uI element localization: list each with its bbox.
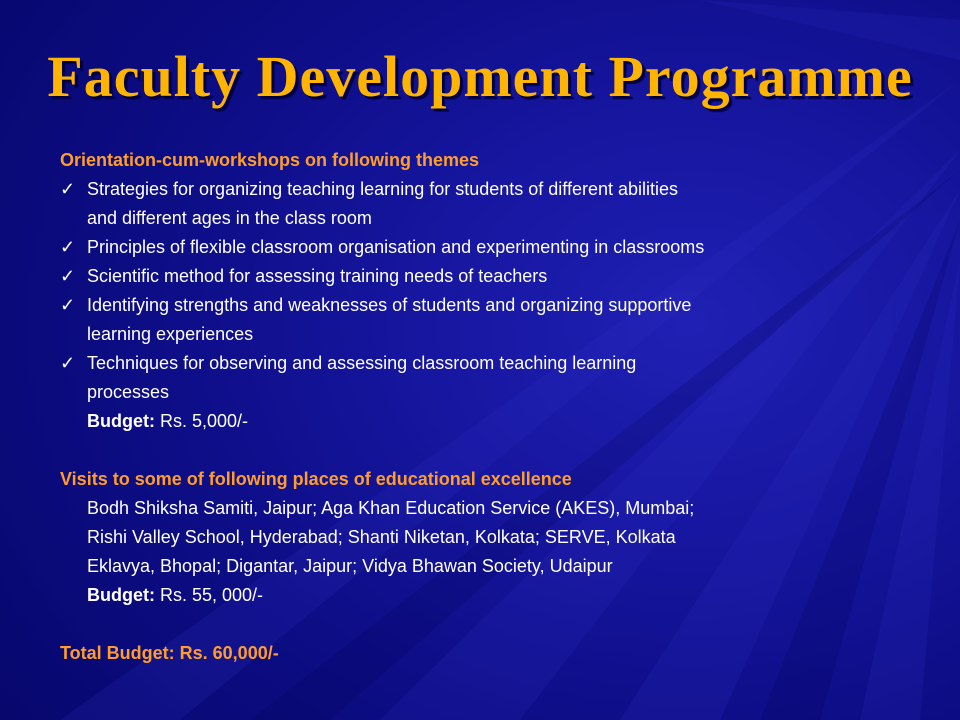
budget-label: Budget: xyxy=(87,585,155,605)
visit-places-line: Eklavya, Bhopal; Digantar, Jaipur; Vidya Bhawan Society, Udaipur xyxy=(87,556,613,576)
visit-places-line: Rishi Valley School, Hyderabad; Shanti Niketan, Kolkata; SERVE, Kolkata xyxy=(87,527,676,547)
section-heading-visits: Visits to some of following places of educational excellence xyxy=(60,469,572,489)
checkmark-icon: ✓ xyxy=(60,237,76,257)
list-item-text-continued: and different ages in the class room xyxy=(87,208,372,228)
list-item-text: Strategies for organizing teaching learning for students of different abilities xyxy=(87,179,679,199)
list-item-text-continued: processes xyxy=(87,382,170,402)
section-heading-workshops: Orientation-cum-workshops on following themes xyxy=(60,150,480,170)
checkmark-icon: ✓ xyxy=(60,179,76,199)
budget-value: Rs. 5,000/- xyxy=(154,411,249,431)
budget-label: Budget: xyxy=(87,411,155,431)
spacer xyxy=(60,436,940,465)
list-item xyxy=(60,291,940,349)
checkmark-icon: ✓ xyxy=(60,266,76,286)
list-item-text: Techniques for observing and assessing classroom teaching learning xyxy=(87,353,637,373)
list-item-text: Identifying strengths and weaknesses of students and organizing supportive xyxy=(87,295,692,315)
slide-content xyxy=(60,146,940,668)
page-title: Faculty Development Programme xyxy=(47,44,913,109)
budget-value: Rs. 55, 000/- xyxy=(154,585,264,605)
total-budget: Total Budget: Rs. 60,000/- xyxy=(60,643,279,663)
spacer xyxy=(60,610,940,639)
list-item xyxy=(60,175,940,233)
list-item-text: Scientific method for assessing training needs of teachers xyxy=(87,266,548,286)
list-item xyxy=(60,233,940,262)
list-item-text: Principles of flexible classroom organisation and experimenting in classrooms xyxy=(87,237,705,257)
budget-line-visits xyxy=(60,581,940,610)
list-item xyxy=(60,349,940,407)
checkmark-icon: ✓ xyxy=(60,353,76,373)
list-item xyxy=(60,262,940,291)
list-item-text-continued: learning experiences xyxy=(87,324,254,344)
visit-places-line: Bodh Shiksha Samiti, Jaipur; Aga Khan Education Service (AKES), Mumbai; xyxy=(87,498,695,518)
checkmark-icon: ✓ xyxy=(60,295,76,315)
budget-line-workshops xyxy=(60,407,940,436)
